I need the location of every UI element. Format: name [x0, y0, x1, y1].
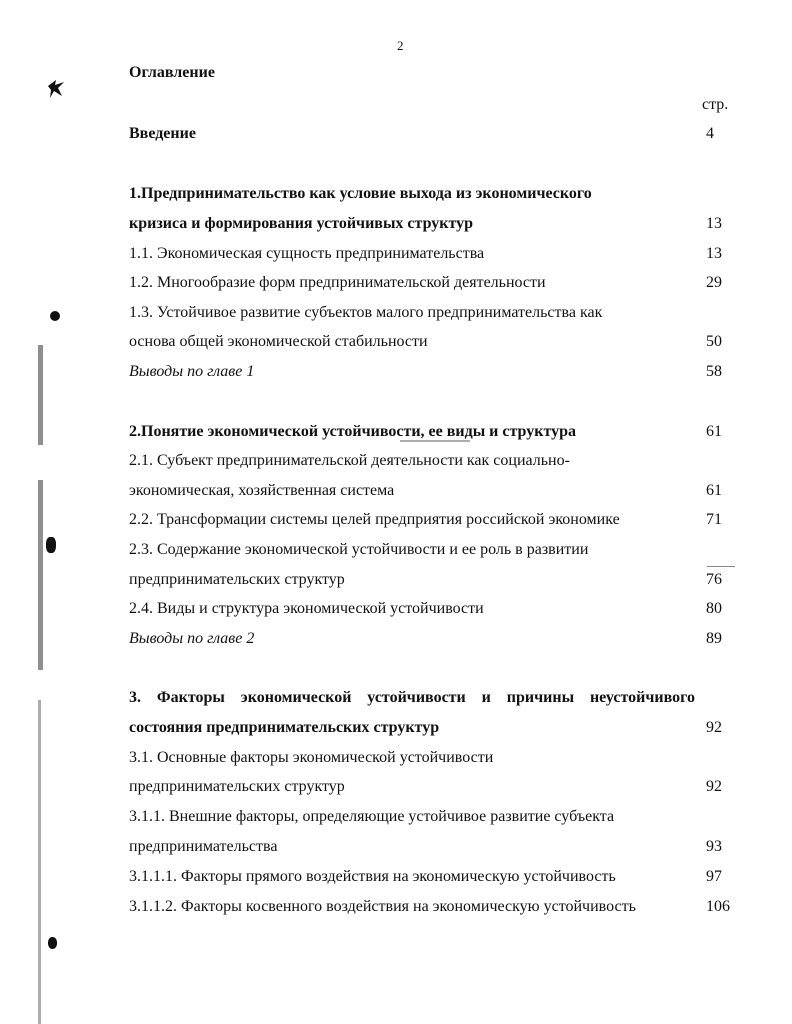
toc-entry-page: 13 — [706, 245, 722, 262]
toc-entry-conclusions-1 — [129, 361, 739, 383]
toc-entry-text: 3. Факторы экономической устойчивости и причины неустойчивого — [129, 689, 695, 706]
toc-entry-3-1-1-2 — [129, 896, 739, 918]
toc-entry-text: 3.1. Основные факторы экономической устойчивости — [129, 749, 494, 766]
toc-entry-chapter-3 — [129, 687, 739, 709]
scan-blot-icon — [44, 76, 68, 100]
scan-edge — [38, 700, 41, 1024]
toc-entry-text: состояния предпринимательских структур — [129, 719, 440, 736]
toc-entry-chapter-3-cont — [129, 717, 739, 739]
toc-entry-text: 1.3. Устойчивое развитие субъектов малого предпринимательства как — [129, 304, 603, 321]
toc-entry-text: основа общей экономической стабильности — [129, 333, 428, 350]
toc-entry-text: 2.2. Трансформации системы целей предприятия российской экономике — [129, 511, 620, 528]
toc-entry-text: 2.3. Содержание экономической устойчивости и ее роль в развитии — [129, 541, 589, 558]
toc-entry-1-3 — [129, 302, 739, 324]
page-column-label: стр. — [702, 96, 729, 113]
scan-dot — [50, 311, 60, 321]
toc-entry-2-1-cont — [129, 480, 739, 502]
toc-entry-text: 3.1.1. Внешние факторы, определяющие устойчивое развитие субъекта — [129, 808, 615, 825]
toc-entry-text: 2.1. Субъект предпринимательской деятельности как социально- — [129, 452, 570, 469]
toc-entry-text: Выводы по главе 1 — [129, 363, 255, 380]
toc-entry-chapter-1 — [129, 183, 739, 205]
toc-entry-text: экономическая, хозяйственная система — [129, 482, 395, 499]
toc-entry-page: 97 — [706, 868, 722, 885]
toc-entry-text: 1.Предпринимательство как условие выхода из экономического — [129, 185, 592, 202]
toc-entry-page: 92 — [706, 719, 722, 736]
scan-speck — [400, 440, 470, 442]
toc-entry-text: предпринимательских структур — [129, 571, 345, 588]
toc-entry-2-1 — [129, 450, 739, 472]
toc-entry-conclusions-2 — [129, 628, 739, 650]
toc-entry-page: 13 — [706, 215, 722, 232]
toc-entry-page: 58 — [706, 363, 722, 380]
toc-entry-page: 92 — [706, 778, 722, 795]
toc-entry-3-1-cont — [129, 776, 739, 798]
scan-dot — [48, 937, 57, 949]
toc-entry-text: кризиса и формирования устойчивых структур — [129, 215, 474, 232]
toc-entry-page: 106 — [706, 898, 730, 915]
toc-entry-page: 89 — [706, 630, 722, 647]
toc-entry-text: Выводы по главе 2 — [129, 630, 255, 647]
toc-entry-text: Введение — [129, 125, 196, 142]
toc-entry-3-1-1 — [129, 806, 739, 828]
toc-entry-1-1 — [129, 243, 739, 265]
toc-entry-2-3 — [129, 539, 739, 561]
toc-entry-page: 29 — [706, 274, 722, 291]
toc-entry-page: 80 — [706, 600, 722, 617]
scan-speck — [707, 566, 735, 567]
scan-edge — [38, 345, 43, 445]
toc-entry-1-2 — [129, 272, 739, 294]
scan-edge — [38, 480, 43, 670]
scan-dot — [46, 537, 56, 553]
toc-entry-text: 3.1.1.1. Факторы прямого воздействия на экономическую устойчивость — [129, 868, 616, 885]
toc-entry-3-1 — [129, 747, 739, 769]
toc-entry-text: 3.1.1.2. Факторы косвенного воздействия на экономическую устойчивость — [129, 898, 636, 915]
toc-entry-page: 4 — [706, 125, 714, 142]
toc-entry-2-4 — [129, 598, 739, 620]
toc-entry-chapter-1-cont — [129, 213, 739, 235]
toc-entry-text: предпринимательства — [129, 838, 278, 855]
toc-heading: Оглавление — [129, 64, 215, 81]
toc-entry-2-2 — [129, 509, 739, 531]
toc-entry-text: 2.4. Виды и структура экономической устойчивости — [129, 600, 484, 617]
toc-entry-2-3-cont — [129, 569, 739, 591]
toc-entry-3-1-1-1 — [129, 866, 739, 888]
toc-entry-3-1-1-cont — [129, 836, 739, 858]
toc-entry-text: 1.1. Экономическая сущность предпринимательства — [129, 245, 485, 262]
toc-entry-1-3-cont — [129, 331, 739, 353]
toc-entry-page: 61 — [706, 482, 722, 499]
toc-entry-text: предпринимательских структур — [129, 778, 345, 795]
toc-entry-introduction — [129, 123, 739, 145]
toc-entry-page: 76 — [706, 571, 722, 588]
toc-entry-page: 50 — [706, 333, 722, 350]
toc-entry-page: 71 — [706, 511, 722, 528]
toc-entry-text: 2.Понятие экономической устойчивости, ее виды и структура — [129, 423, 577, 440]
page-number: 2 — [397, 38, 404, 53]
toc-entry-page: 61 — [706, 423, 722, 440]
toc-entry-text: 1.2. Многообразие форм предпринимательской деятельности — [129, 274, 546, 291]
toc-entry-page: 93 — [706, 838, 722, 855]
